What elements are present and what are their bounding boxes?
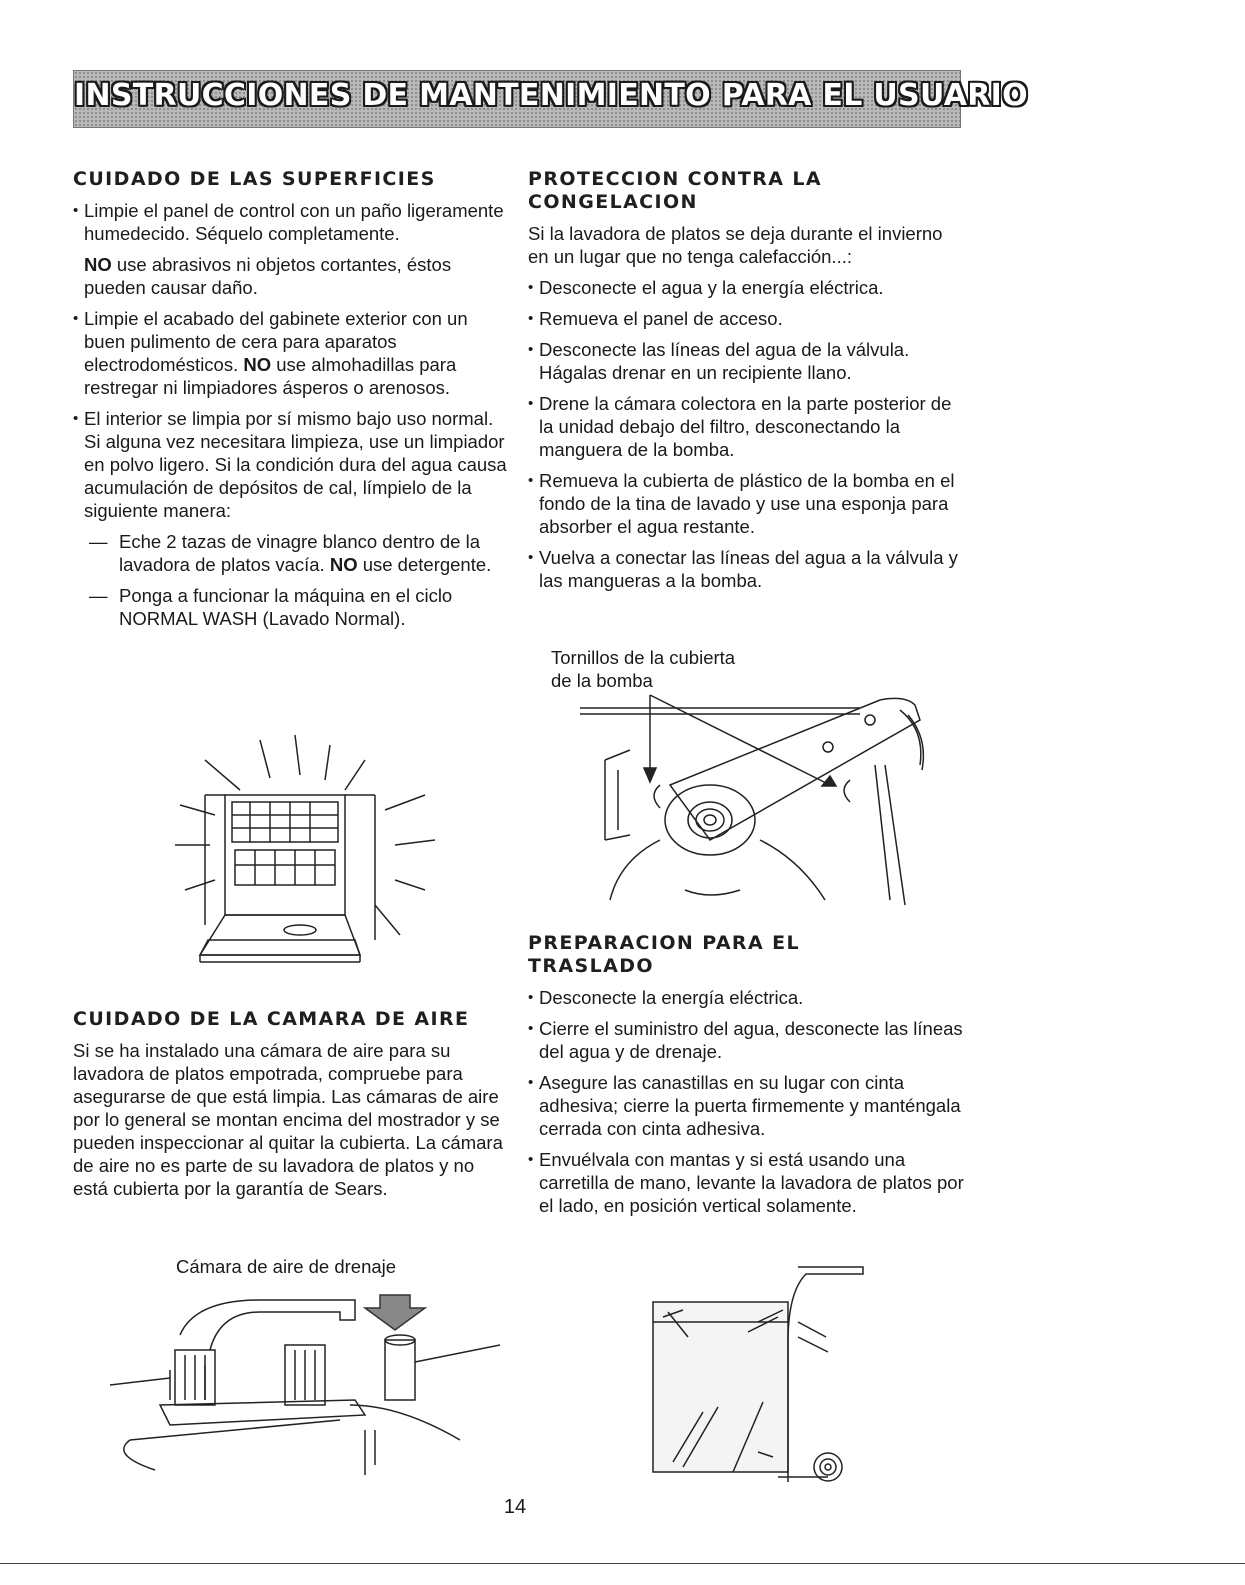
- bullet-2-text-b: use almohadillas para restregar ni limpiadores ásperos o arenosos.: [84, 354, 457, 398]
- bullet-2-text-a: Limpie el acabado del gabinete exterior con un buen pulimento de cera para aparatos electrodomésticos.: [84, 308, 468, 375]
- freeze-intro: Si la lavadora de platos se deja durante el invierno en un lugar que no tenga calefacción...:: [528, 223, 943, 267]
- dash-1-no: NO: [329, 554, 358, 575]
- freeze-bullet-1: • Desconecte el agua y la energía eléctrica.: [528, 276, 968, 299]
- bullet-2-no: NO: [243, 354, 272, 375]
- pump-caption: [551, 646, 735, 692]
- page-number: 14: [503, 1496, 527, 1518]
- warning-no: NO: [84, 254, 112, 275]
- surfaces-heading: CUIDADO DE LAS SUPERFICIES: [73, 168, 436, 190]
- right-column: [528, 168, 968, 600]
- surfaces-bullet-1: • Limpie el panel de control con un paño ligeramente humedecido. Séquelo completamente.: [73, 199, 513, 245]
- surfaces-warning: [73, 253, 513, 299]
- freeze-bullet-6: • Vuelva a conectar las líneas del agua a la válvula y las mangueras a la bomba.: [528, 546, 968, 592]
- airgap-section: [73, 1008, 513, 1208]
- bottom-rule: [0, 1563, 1245, 1564]
- moving-bullet-3: • Asegure las canastillas en su lugar con cinta adhesiva; cierre la puerta firmemente y manténgala cerrada con cinta adhesiva.: [528, 1071, 968, 1140]
- surfaces-dash-2: — Ponga a funcionar la máquina en el ciclo NORMAL WASH (Lavado Normal).: [73, 584, 513, 630]
- freeze-bullet-5: • Remueva la cubierta de plástico de la bomba en el fondo de la tina de lavado y use una esponja para absorber el agua restante.: [528, 469, 968, 538]
- freeze-bullet-4: • Drene la cámara colectora en la parte posterior de la unidad debajo del filtro, desconectando la manguera de la bomba.: [528, 392, 968, 461]
- moving-bullet-1: • Desconecte la energía eléctrica.: [528, 986, 968, 1009]
- surfaces-dash-1: [73, 530, 513, 576]
- surfaces-bullet-3: • El interior se limpia por sí mismo bajo uso normal. Si alguna vez necesitara limpieza, use un limpiador en polvo ligero. Si la condición dura del agua causa acumulación de depósitos de cal, límpielo de la siguiente manera:: [73, 407, 513, 522]
- page-banner: [73, 70, 1028, 128]
- moving-bullet-2: • Cierre el suministro del agua, desconecte las líneas del agua y de drenaje.: [528, 1017, 968, 1063]
- dishwasher-illustration: [160, 730, 460, 980]
- pump-cover-illustration: [560, 690, 940, 915]
- warning-text: use abrasivos ni objetos cortantes, éstos pueden causar daño.: [84, 254, 452, 298]
- pump-caption-line-2: de la bomba: [551, 670, 653, 691]
- air-gap-illustration: [110, 1290, 500, 1485]
- airgap-heading: CUIDADO DE LA CAMARA DE AIRE: [73, 1008, 470, 1030]
- freeze-bullet-2: • Remueva el panel de acceso.: [528, 307, 968, 330]
- hand-truck-illustration: [648, 1262, 878, 1492]
- moving-bullet-4: • Envuélvala con mantas y si está usando una carretilla de mano, levante la lavadora de platos por el lado, en posición vertical solamente.: [528, 1148, 968, 1217]
- freeze-bullet-3: • Desconecte las líneas del agua de la válvula. Hágalas drenar en un recipiente llano.: [528, 338, 968, 384]
- moving-section: [528, 932, 968, 1225]
- pump-caption-line-1: Tornillos de la cubierta: [551, 647, 736, 668]
- dash-1-text-b: use detergente.: [357, 554, 492, 575]
- left-column: [73, 168, 513, 638]
- surfaces-bullet-2: [73, 307, 513, 399]
- moving-heading: PREPARACION PARA EL TRASLADO: [528, 932, 800, 977]
- airgap-caption: Cámara de aire de drenaje: [176, 1256, 397, 1277]
- airgap-body: Si se ha instalado una cámara de aire para su lavadora de platos empotrada, compruebe para asegurarse de que está limpia. Las cámaras de aire por lo general se montan encima del mostrador y se pueden inspeccionar al quitar la cubierta. La cámara de aire no es parte de su lavadora de platos y no está cubierta por la garantía de Sears.: [73, 1040, 503, 1199]
- freeze-heading: PROTECCION CONTRA LA CONGELACION: [528, 168, 822, 213]
- page-title: INSTRUCCIONES DE MANTENIMIENTO PARA EL USUARIO: [74, 78, 1028, 113]
- dash-1-text-a: Eche 2 tazas de vinagre blanco dentro de la lavadora de platos vacía.: [119, 531, 480, 575]
